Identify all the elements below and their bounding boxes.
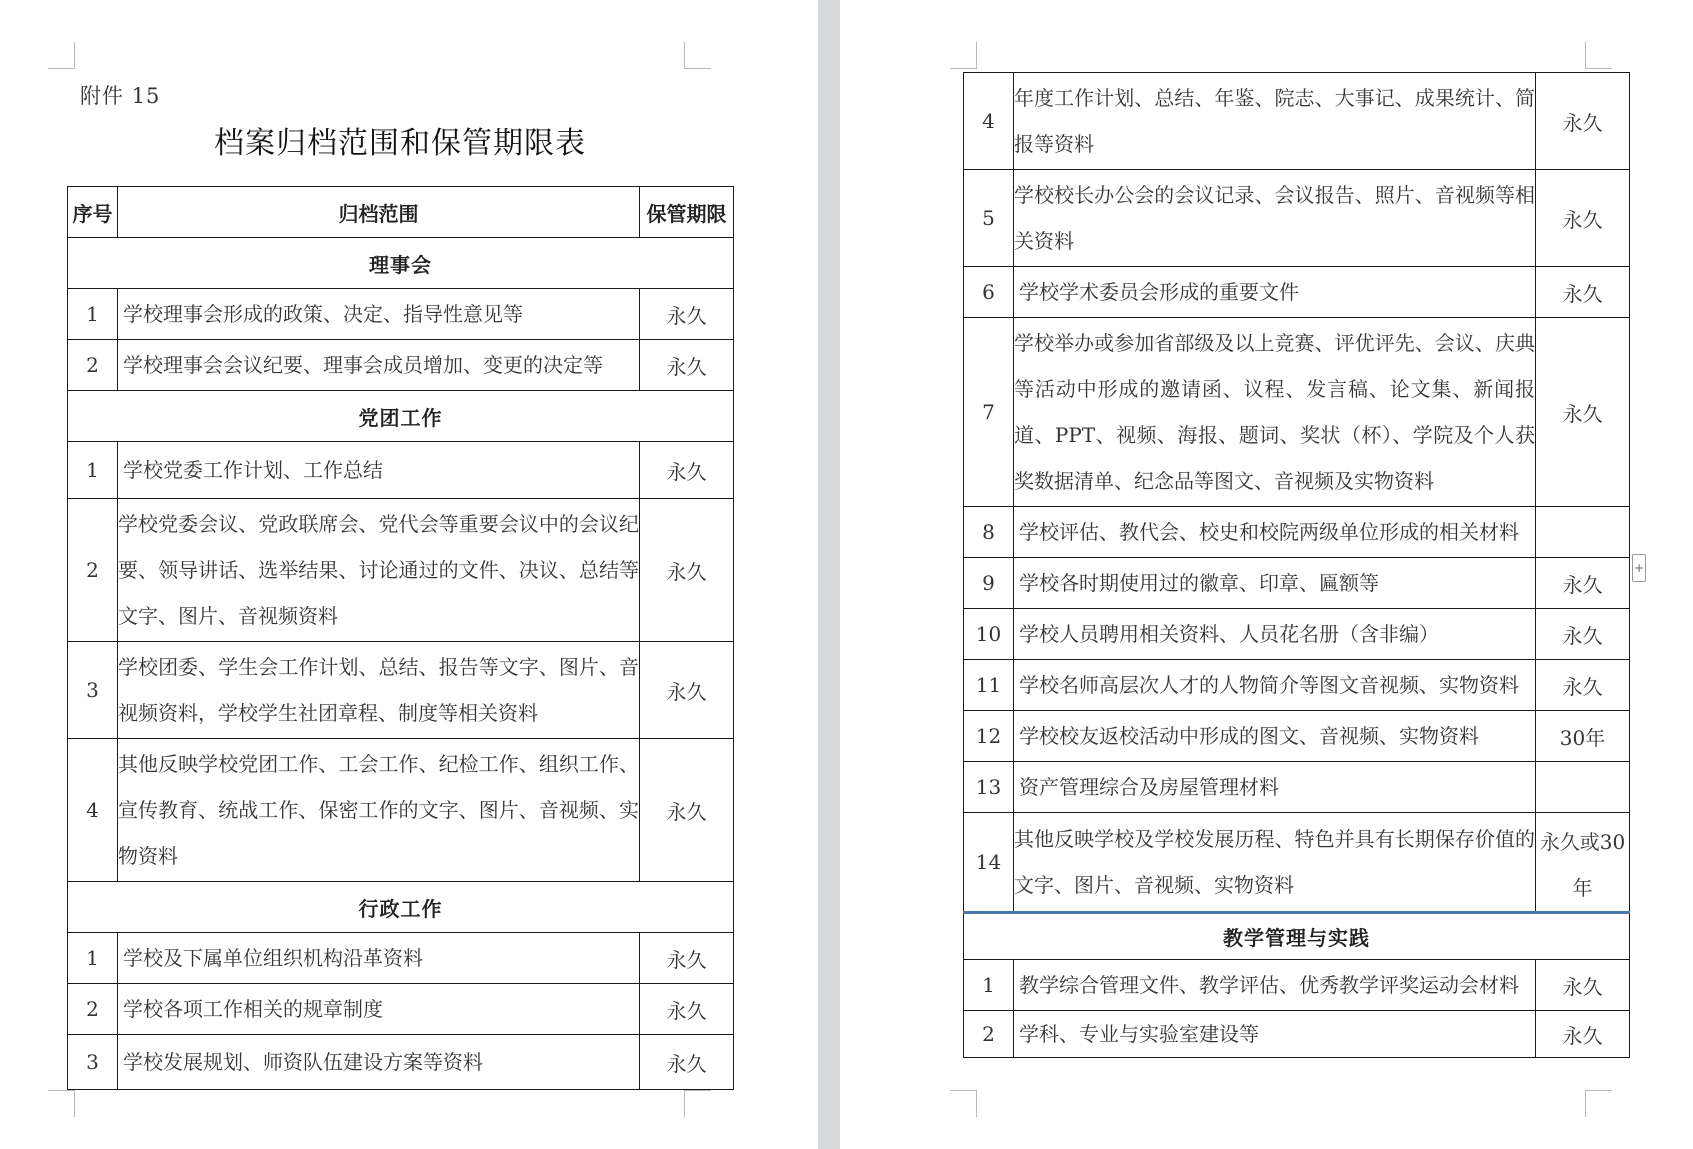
- crop-mark: [1585, 1090, 1612, 1117]
- row-scope: 学校评估、教代会、校史和校院两级单位形成的相关材料: [1014, 507, 1536, 558]
- row-scope: 学校学术委员会形成的重要文件: [1014, 267, 1536, 318]
- row-no: 3: [68, 642, 118, 739]
- row-period: 永久: [1536, 73, 1630, 170]
- row-no: 2: [68, 340, 118, 391]
- row-scope: 年度工作计划、总结、年鉴、院志、大事记、成果统计、简报等资料: [1014, 73, 1536, 170]
- table-row[interactable]: [964, 711, 1630, 762]
- row-period: [1536, 762, 1630, 813]
- row-no: 8: [964, 507, 1014, 558]
- row-no: 2: [68, 984, 118, 1035]
- row-no: 4: [68, 739, 118, 882]
- row-scope: 学校团委、学生会工作计划、总结、报告等文字、图片、音视频资料，学校学生社团章程、制度等相关资料: [118, 642, 640, 739]
- archive-table-left[interactable]: [67, 186, 734, 1090]
- row-no: 2: [68, 499, 118, 642]
- row-period: 永久: [640, 1035, 734, 1090]
- row-scope: 其他反映学校及学校发展历程、特色并具有长期保存价值的文字、图片、音视频、实物资料: [1014, 813, 1536, 913]
- crop-mark: [684, 42, 711, 69]
- table-row[interactable]: [68, 739, 734, 882]
- row-scope: 学校各项工作相关的规章制度: [118, 984, 640, 1035]
- section-title: 理事会: [68, 238, 734, 289]
- row-no: 1: [964, 960, 1014, 1011]
- row-scope: 学校校友返校活动中形成的图文、音视频、实物资料: [1014, 711, 1536, 762]
- attachment-label: 附件 15: [80, 84, 161, 108]
- table-row[interactable]: [964, 267, 1630, 318]
- row-period: 永久: [1536, 960, 1630, 1011]
- crop-mark: [950, 1090, 977, 1117]
- row-period: 永久: [1536, 660, 1630, 711]
- section-title: 行政工作: [68, 882, 734, 933]
- table-row[interactable]: [68, 289, 734, 340]
- row-no: 1: [68, 289, 118, 340]
- table-row[interactable]: [964, 762, 1630, 813]
- table-row[interactable]: [964, 318, 1630, 507]
- row-scope: 学校名师高层次人才的人物简介等图文音视频、实物资料: [1014, 660, 1536, 711]
- document-page-left: [0, 0, 818, 1149]
- row-scope: 学科、专业与实验室建设等: [1014, 1011, 1536, 1058]
- row-period: 永久或30年: [1536, 813, 1630, 913]
- table-row[interactable]: [68, 1035, 734, 1090]
- row-scope: 学校人员聘用相关资料、人员花名册（含非编）: [1014, 609, 1536, 660]
- row-no: 6: [964, 267, 1014, 318]
- row-period: 永久: [640, 933, 734, 984]
- page-gutter: [818, 0, 840, 1149]
- row-scope: 学校党委会议、党政联席会、党代会等重要会议中的会议纪要、领导讲话、选举结果、讨论通过的文件、决议、总结等文字、图片、音视频资料: [118, 499, 640, 642]
- row-no: 5: [964, 170, 1014, 267]
- row-period: 永久: [640, 499, 734, 642]
- table-header-row: [68, 187, 734, 238]
- row-period: 永久: [640, 984, 734, 1035]
- row-scope: 学校举办或参加省部级及以上竞赛、评优评先、会议、庆典等活动中形成的邀请函、议程、发言稿、论文集、新闻报道、PPT、视频、海报、题词、奖状（杯）、学院及个人获奖数据清单、纪念品等图文、音视频及实物资料: [1014, 318, 1536, 507]
- table-row[interactable]: [964, 813, 1630, 913]
- row-period: 永久: [640, 442, 734, 499]
- row-no: 1: [68, 442, 118, 499]
- section-row: [68, 391, 734, 442]
- header-scope: 归档范围: [118, 187, 640, 238]
- header-no: 序号: [68, 187, 118, 238]
- table-row[interactable]: [964, 609, 1630, 660]
- row-scope: 资产管理综合及房屋管理材料: [1014, 762, 1536, 813]
- crop-mark: [684, 1090, 711, 1117]
- row-scope: 学校理事会会议纪要、理事会成员增加、变更的决定等: [118, 340, 640, 391]
- row-period: [1536, 507, 1630, 558]
- section-title: 教学管理与实践: [964, 913, 1630, 960]
- table-row[interactable]: [964, 660, 1630, 711]
- table-add-row-handle[interactable]: +: [1632, 554, 1646, 582]
- section-title: 党团工作: [68, 391, 734, 442]
- row-period: 永久: [1536, 1011, 1630, 1058]
- document-page-right: [840, 0, 1693, 1149]
- row-no: 13: [964, 762, 1014, 813]
- table-row[interactable]: [68, 340, 734, 391]
- table-row[interactable]: [964, 960, 1630, 1011]
- table-row[interactable]: [68, 933, 734, 984]
- row-no: 14: [964, 813, 1014, 913]
- row-scope: 教学综合管理文件、教学评估、优秀教学评奖运动会材料: [1014, 960, 1536, 1011]
- row-period: 永久: [1536, 170, 1630, 267]
- row-period: 30年: [1536, 711, 1630, 762]
- header-period: 保管期限: [640, 187, 734, 238]
- table-row[interactable]: [964, 507, 1630, 558]
- crop-mark: [48, 1090, 75, 1117]
- row-no: 9: [964, 558, 1014, 609]
- crop-mark: [950, 42, 977, 69]
- row-period: 永久: [1536, 267, 1630, 318]
- row-scope: 其他反映学校党团工作、工会工作、纪检工作、组织工作、宣传教育、统战工作、保密工作的文字、图片、音视频、实物资料: [118, 739, 640, 882]
- section-row: [68, 882, 734, 933]
- row-period: 永久: [640, 340, 734, 391]
- row-no: 3: [68, 1035, 118, 1090]
- crop-mark: [1585, 42, 1612, 69]
- crop-mark: [48, 42, 75, 69]
- row-period: 永久: [640, 642, 734, 739]
- row-no: 11: [964, 660, 1014, 711]
- table-row[interactable]: [964, 558, 1630, 609]
- row-period: 永久: [1536, 318, 1630, 507]
- row-no: 4: [964, 73, 1014, 170]
- row-scope: 学校理事会形成的政策、决定、指导性意见等: [118, 289, 640, 340]
- section-row: [964, 913, 1630, 960]
- row-scope: 学校党委工作计划、工作总结: [118, 442, 640, 499]
- row-no: 10: [964, 609, 1014, 660]
- table-row[interactable]: [68, 642, 734, 739]
- archive-table-right[interactable]: [963, 72, 1630, 1058]
- table-row[interactable]: [68, 984, 734, 1035]
- row-no: 2: [964, 1011, 1014, 1058]
- table-row[interactable]: [68, 499, 734, 642]
- row-period: 永久: [640, 289, 734, 340]
- row-scope: 学校校长办公会的会议记录、会议报告、照片、音视频等相关资料: [1014, 170, 1536, 267]
- row-scope: 学校各时期使用过的徽章、印章、匾额等: [1014, 558, 1536, 609]
- section-row: [68, 238, 734, 289]
- row-scope: 学校发展规划、师资队伍建设方案等资料: [118, 1035, 640, 1090]
- row-no: 12: [964, 711, 1014, 762]
- row-period: 永久: [1536, 609, 1630, 660]
- table-row[interactable]: [964, 1011, 1630, 1058]
- table-row[interactable]: [964, 73, 1630, 170]
- row-period: 永久: [640, 739, 734, 882]
- table-row[interactable]: [68, 442, 734, 499]
- row-no: 1: [68, 933, 118, 984]
- row-scope: 学校及下属单位组织机构沿革资料: [118, 933, 640, 984]
- row-period: 永久: [1536, 558, 1630, 609]
- document-title: 档案归档范围和保管期限表: [214, 126, 586, 161]
- row-no: 7: [964, 318, 1014, 507]
- table-row[interactable]: [964, 170, 1630, 267]
